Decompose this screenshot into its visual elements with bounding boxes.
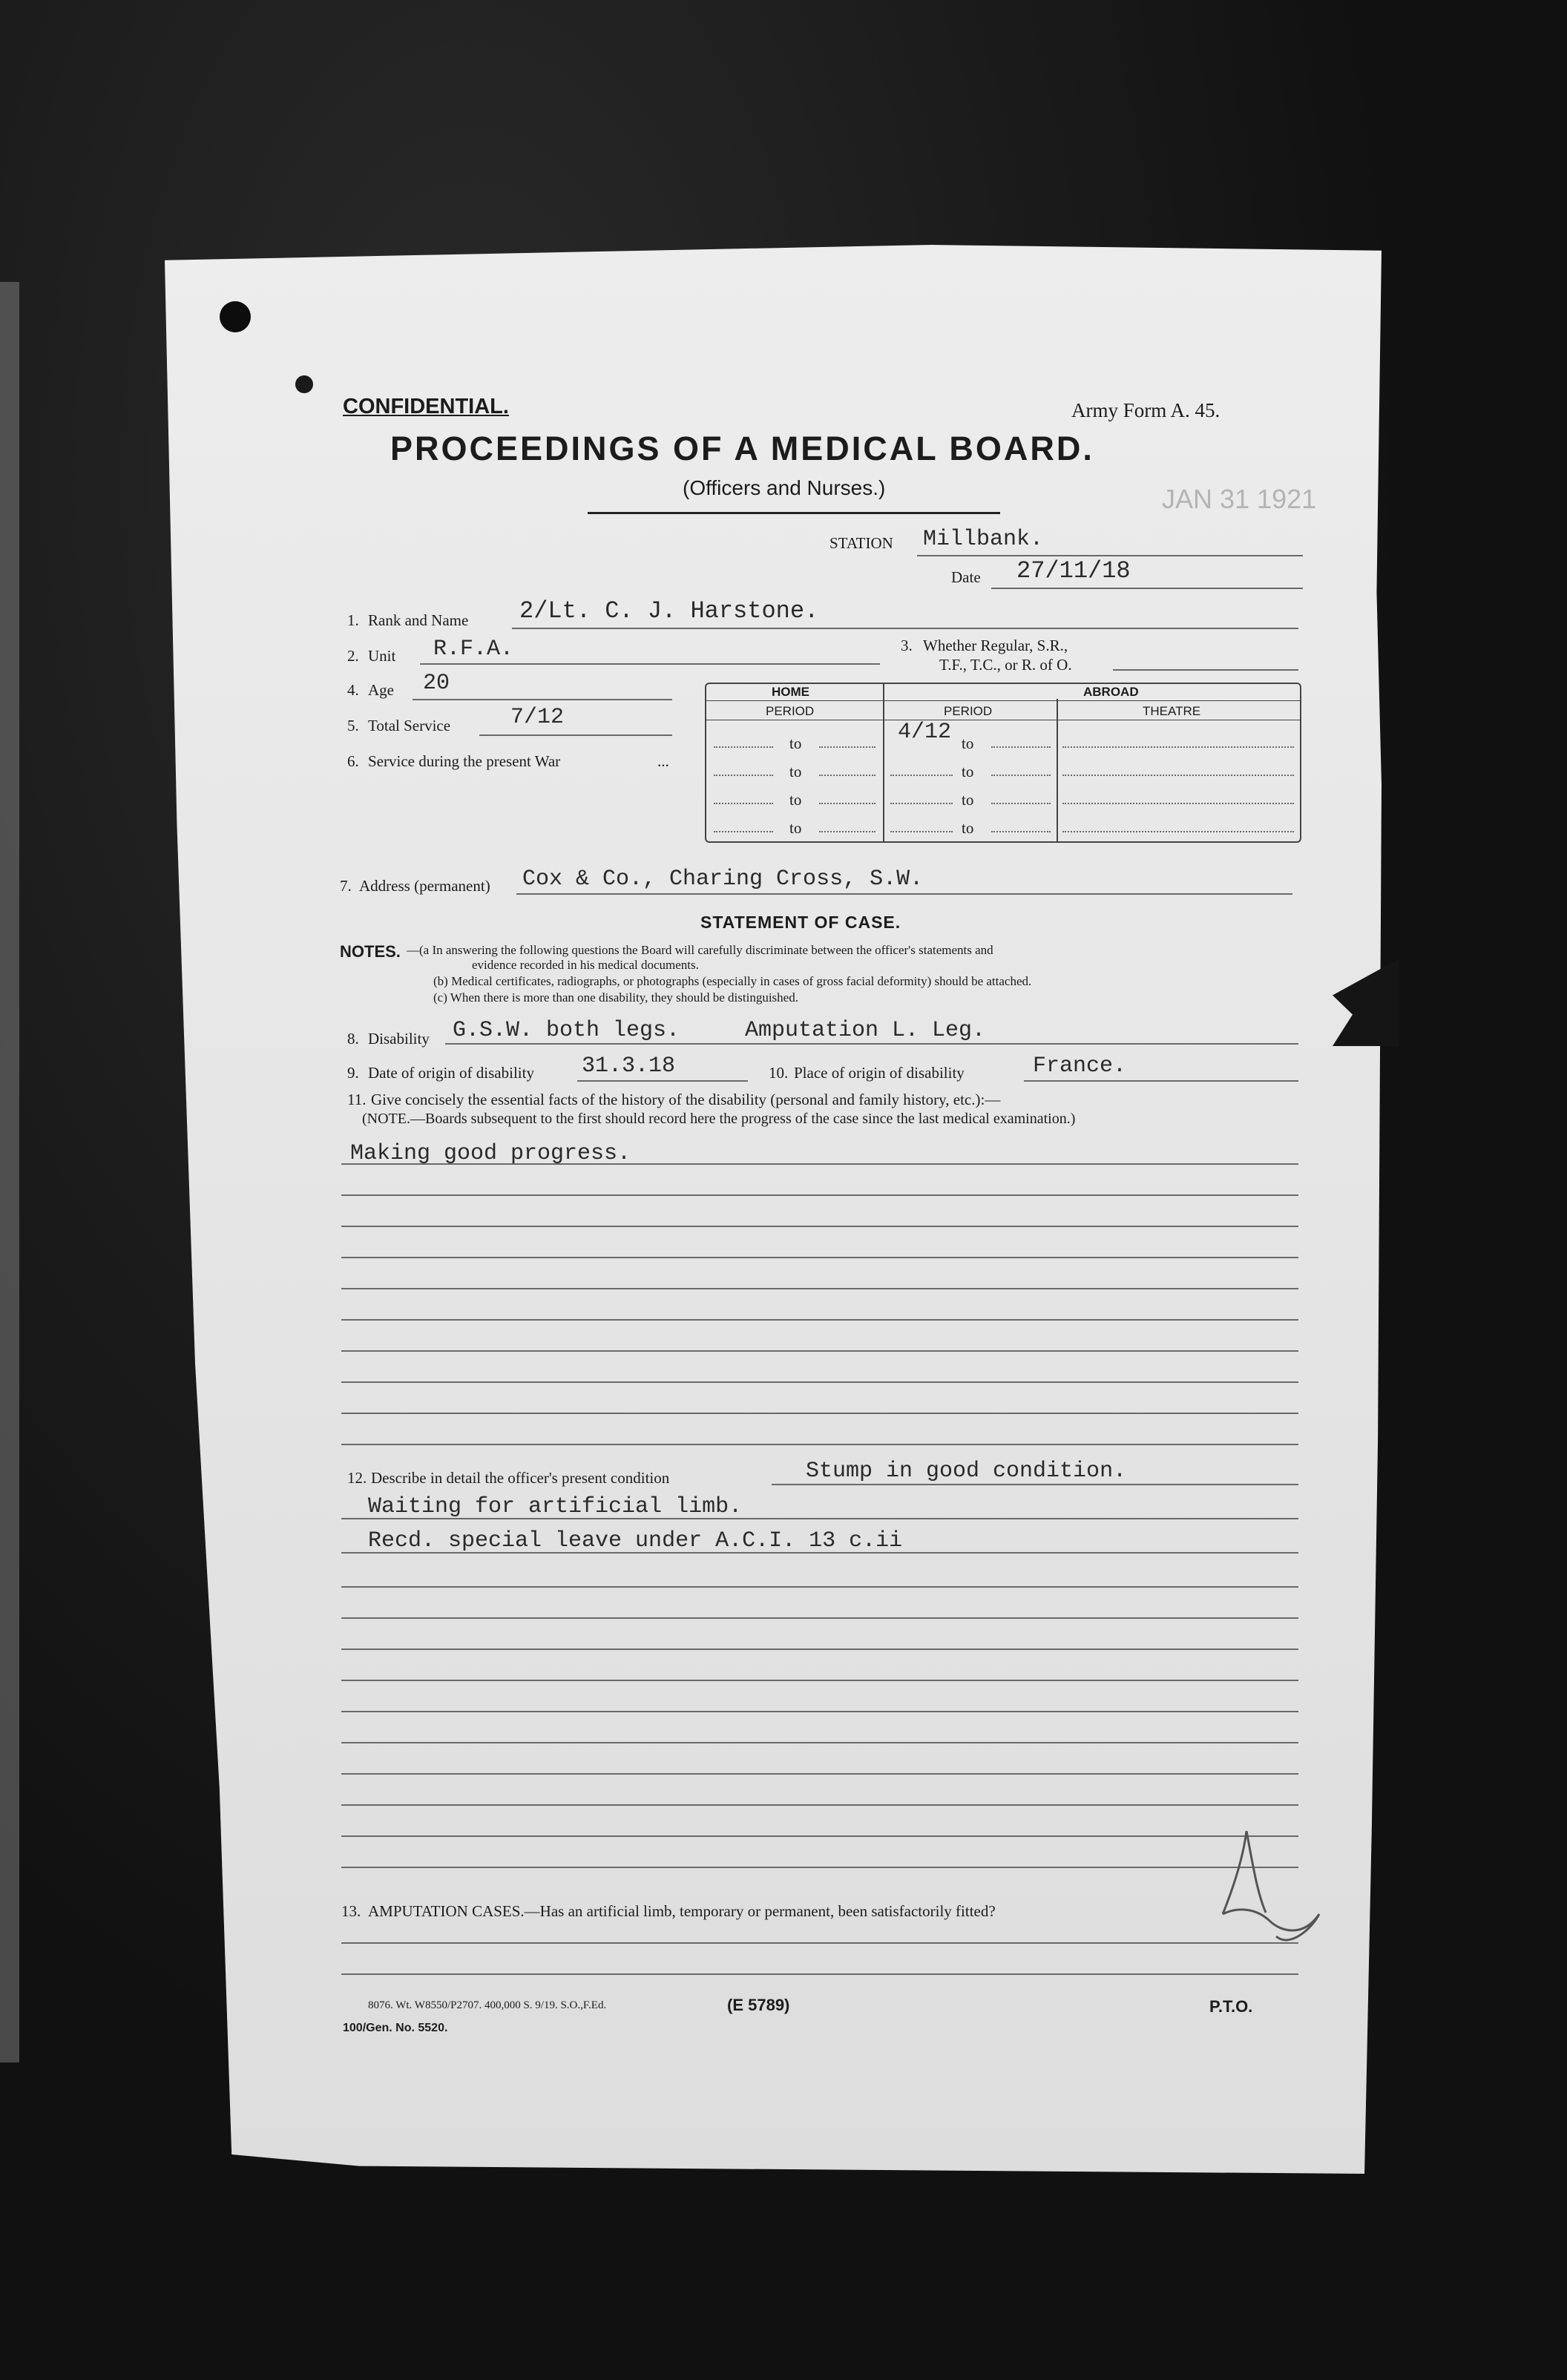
rank-name-label: Rank and Name [368,611,469,629]
amputation-label: AMPUTATION CASES.—Has an artificial limb, temporary or permanent, been satisfactorily fitted? [368,1902,996,1920]
table-row-dots [991,746,1051,748]
service-war-label: Service during the present War [368,752,561,770]
field-number: 12. [347,1469,367,1487]
condition-rule [341,1867,1298,1868]
station-value: Millbank. [923,527,1044,552]
field-number: 10. [769,1064,789,1082]
ink-blot [295,375,313,393]
date-line [991,588,1303,589]
field-number: 1. [347,611,359,629]
condition-rule [341,1835,1298,1837]
table-row-dots [991,831,1051,832]
table-row-dots [890,775,953,776]
unit-label: Unit [368,647,396,665]
page-subtitle: (Officers and Nurses.) [683,476,886,499]
history-line [341,1288,1298,1289]
table-row-dots [714,803,773,804]
table-row-dots [714,746,773,748]
confidential-label: CONFIDENTIAL. [343,395,509,418]
table-row-dots [991,775,1051,776]
note-b: (b) Medical certificates, radiographs, or photographs (especially in cases of gross facial deformity) should be attached. [433,974,1032,988]
condition-rule [341,1804,1298,1806]
date-value: 27/11/18 [1016,557,1131,585]
table-row-dots [1062,775,1294,776]
origin-date-label: Date of origin of disability [368,1064,534,1082]
total-service-line [479,734,672,736]
total-service-value: 7/12 [510,705,565,730]
to-label: to [789,819,802,837]
abroad-period-label: PERIOD [944,704,993,718]
pencil-signature [1208,1825,1334,1951]
age-line [413,699,672,700]
to-label: to [962,791,974,809]
condition-rule [341,1711,1298,1712]
page-title: PROCEEDINGS OF A MEDICAL BOARD. [390,430,1094,467]
origin-place-label: Place of origin of disability [794,1064,965,1082]
station-label: STATION [830,534,893,552]
table-row-dots [890,803,953,804]
table-row-dots [819,803,876,804]
table-row-dots [714,775,773,776]
field-number: 9. [347,1064,359,1082]
regular-label-1: Whether Regular, S.R., [923,637,1068,654]
field-number: 2. [347,647,359,665]
history-line [341,1163,1298,1165]
to-label: to [789,734,802,752]
condition-label: Describe in detail the officer's present condition [371,1469,670,1487]
history-line [341,1226,1298,1227]
amputation-line [341,1942,1298,1944]
history-line [341,1381,1298,1383]
regular-line [1113,669,1298,671]
ink-blot [220,301,251,332]
condition-rule [341,1586,1298,1588]
origin-place-value: France. [1033,1053,1127,1079]
title-rule [588,512,1000,514]
note-a-continued: evidence recorded in his medical documents. [472,958,699,972]
table-row-dots [819,831,876,832]
theatre-label: THEATRE [1143,704,1201,718]
history-value: Making good progress. [350,1141,631,1166]
to-label: to [962,819,974,837]
age-value: 20 [423,671,450,696]
amputation-line [341,1973,1298,1975]
condition-rule [772,1484,1298,1485]
note-a: —(a In answering the following questions the Board will carefully discriminate between the officer's statements and [407,943,993,957]
table-row-dots [819,775,876,776]
condition-rule [341,1648,1298,1650]
unit-line [420,663,880,665]
rank-name-line [512,628,1298,629]
table-row-dots [1062,803,1294,804]
date-stamp: JAN 31 1921 [1162,484,1317,514]
history-line [341,1319,1298,1321]
age-label: Age [368,681,394,699]
pto-label: P.T.O. [1209,1997,1253,2016]
history-line [341,1350,1298,1352]
history-line [341,1444,1298,1445]
table-header-rule [706,700,1300,701]
notes-label: NOTES. [340,942,401,961]
table-divider-home [883,683,884,841]
disability-value-2: Amputation L. Leg. [745,1018,986,1043]
history-label: Give concisely the essential facts of the history of the disability (personal and family history, etc.):— [371,1091,1001,1108]
history-line [341,1257,1298,1258]
service-war-dots: ... [657,752,669,770]
abroad-header: ABROAD [1083,685,1139,699]
field-number: 4. [347,681,359,699]
table-row-dots [890,831,953,832]
condition-rule [341,1680,1298,1681]
table-row-dots [819,746,876,748]
disability-line [445,1043,1298,1045]
station-line [917,555,1303,556]
condition-rule [341,1617,1298,1619]
table-row-dots [991,803,1051,804]
condition-line-3: Recd. special leave under A.C.I. 13 c.ii [368,1528,903,1554]
condition-rule [341,1742,1298,1743]
disability-value-1: G.S.W. both legs. [453,1018,680,1043]
date-label: Date [951,568,981,586]
to-label: to [962,734,974,752]
history-line [341,1413,1298,1414]
total-service-label: Total Service [368,717,451,734]
to-label: to [789,791,802,809]
adjacent-page-edge [0,282,19,2062]
abroad-period-value: 4/12 [898,720,952,745]
field-number: 6. [347,752,359,770]
field-number: 5. [347,717,359,734]
condition-rule [341,1773,1298,1775]
statement-heading: STATEMENT OF CASE. [700,913,901,932]
address-line [516,893,1292,895]
regular-label-2: T.F., T.C., or R. of O. [939,656,1072,674]
field-number: 7. [340,877,352,895]
gen-number: 100/Gen. No. 5520. [343,2022,448,2034]
form-paper [165,245,1382,2174]
table-row-dots [714,831,773,832]
table-row-dots [1062,831,1294,832]
rank-name-value: 2/Lt. C. J. Harstone. [519,597,819,625]
origin-place-line [1024,1080,1298,1082]
field-number: 8. [347,1030,359,1048]
home-header: HOME [772,685,809,699]
form-code: (E 5789) [727,1996,790,2014]
origin-date-value: 31.3.18 [582,1053,676,1079]
to-label: to [962,763,974,780]
note-c: (c) When there is more than one disability, they should be distinguished. [433,990,798,1005]
history-note: (NOTE.—Boards subsequent to the first should record here the progress of the case since the last medical examination.) [362,1111,1076,1127]
condition-rule [341,1552,1298,1554]
print-line: 8076. Wt. W8550/P2707. 400,000 S. 9/19. S.O.,F.Ed. [368,1999,607,2011]
to-label: to [789,763,802,780]
address-value: Cox & Co., Charing Cross, S.W. [522,867,924,892]
field-number: 11. [347,1091,367,1108]
condition-rule [341,1518,1298,1519]
condition-line-2: Waiting for artificial limb. [368,1494,743,1519]
field-number: 13. [341,1902,361,1920]
condition-line-1: Stump in good condition. [806,1459,1127,1484]
history-line [341,1194,1298,1196]
origin-date-line [577,1080,748,1082]
home-period-label: PERIOD [766,704,815,718]
field-number: 3. [901,637,913,654]
unit-value: R.F.A. [433,637,514,662]
disability-label: Disability [368,1030,430,1048]
table-row-dots [1062,746,1294,748]
form-number: Army Form A. 45. [1071,399,1221,421]
address-label: Address (permanent) [359,877,490,895]
